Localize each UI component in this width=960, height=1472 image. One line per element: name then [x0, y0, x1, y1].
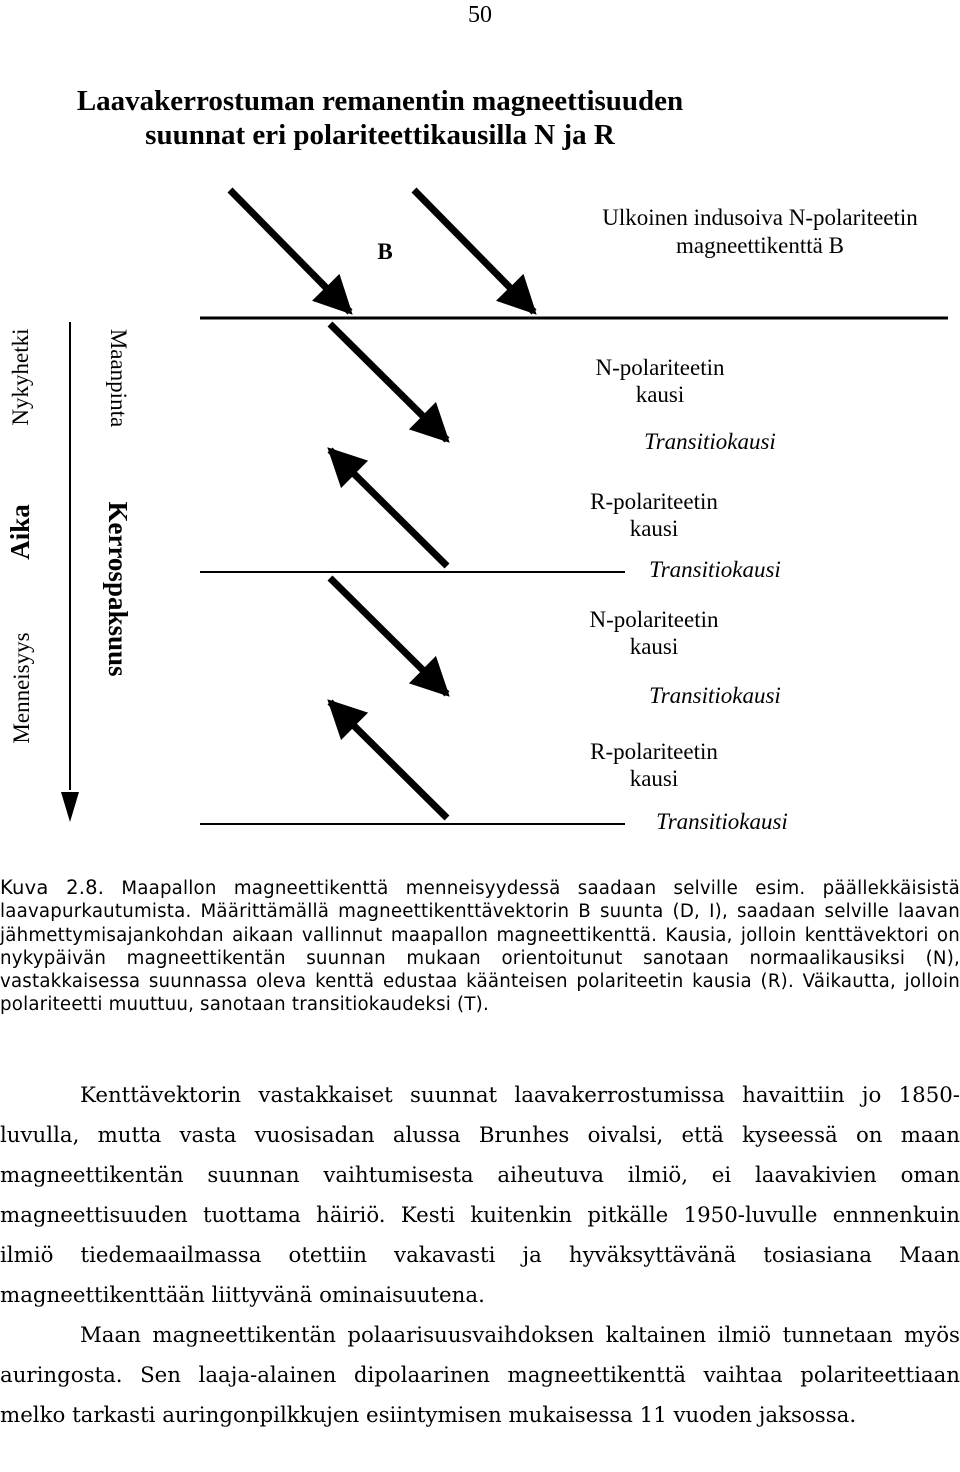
field-label — [540, 204, 960, 260]
layer-3-label — [554, 606, 754, 660]
diagram-title-line-1: Laavakerrostuman remanentin magneettisuuden — [76, 85, 684, 117]
layer-1-name-line-2: kausi — [635, 382, 685, 407]
field-arrow-right — [414, 190, 534, 312]
body-text — [0, 1076, 960, 1436]
layer-4-label — [554, 738, 754, 792]
time-axis-arrowhead — [61, 792, 79, 822]
diagram-title-line-2: suunnat eri polariteettikausilla N ja R — [145, 119, 615, 151]
layer-4-name-line-1: R-polariteetin — [590, 739, 718, 764]
layer-2-name-line-2: kausi — [629, 516, 679, 541]
layer-arrow-r-2 — [330, 702, 447, 818]
field-label-line-1: Ulkoinen indusoiva N-polariteetin — [602, 205, 918, 230]
layer-4-transition: Transitiokausi — [656, 809, 788, 834]
page-number: 50 — [468, 2, 492, 28]
layer-1-name-line-1: N-polariteetin — [595, 355, 725, 380]
layer-1-transition: Transitiokausi — [644, 429, 776, 454]
layer-3-name-line-2: kausi — [629, 634, 679, 659]
axis-thickness-title: Kerrospaksuus — [103, 501, 133, 677]
body-paragraph-1: Kenttävektorin vastakkaiset suunnat laavakerrostumissa havaittiin jo 1850-luvulla, mutta vasta vuosisadan alussa Brunhes oivalsi, että kyseessä on maan magneettikentän suunnan vaihtumisesta aiheutuva ilmiö, ei laavakivien oman magneettisuuden tuottama häiriö. Kesti kuitenkin pitkälle 1950-luvulle ennnenkuin ilmiö tiedemaailmassa otettiin vakavasti ja hyväksyttävänä tosiasiana Maan magneettikenttään liittyvänä ominaisuutena. — [0, 1083, 960, 1308]
field-label-line-2: magneettikenttä B — [676, 233, 844, 258]
layer-arrow-n-2 — [330, 578, 447, 694]
layer-arrow-r-1 — [330, 450, 447, 566]
axis-thickness-surface: Maanpinta — [106, 328, 131, 428]
layer-2-name-line-1: R-polariteetin — [590, 489, 718, 514]
layer-3-transition: Transitiokausi — [649, 683, 781, 708]
layer-4-name-line-2: kausi — [629, 766, 679, 791]
caption-label: Kuva 2.8. — [0, 876, 105, 899]
field-arrow-left — [230, 190, 350, 312]
axis-time-past: Menneisyys — [9, 632, 34, 744]
body-paragraph-2: Maan magneettikentän polaarisuusvaihdoksen kaltainen ilmiö tunnetaan myös auringosta. Sen laaja-alainen dipolaarinen magneettikenttä vaihtaa polariteettiaan melko tarkasti auringonpilkkujen esiintymisen mukaisessa 11 vuoden jaksossa. — [0, 1323, 960, 1428]
layer-2-label — [554, 488, 754, 542]
layer-3-name-line-1: N-polariteetin — [589, 607, 719, 632]
axis-time-title: Aika — [5, 504, 35, 560]
layer-2-transition: Transitiokausi — [649, 557, 781, 582]
axis-time-present: Nykyhetki — [8, 328, 33, 426]
caption-text: Maapallon magneettikenttä menneisyydessä saadaan selville esim. päällekkäisistä laavapurkautumista. Määrittämällä magneettikenttävektorin B suunta (D, I), saadaan selville laavan jähmettymisajankohdan aikaan vallinnut maapallon magneettikenttä. Kausia, jolloin kenttävektori on nykypäivän magneettikentän suunnan mukaan orientoitunut sanotaan normaalikausiksi (N), vastakkaisessa suunnassa oleva kenttä edustaa käänteisen polariteetin kausia (R). Väikautta, jolloin polariteetti muuttuu, sanotaan transitiokaudeksi (T). — [0, 878, 960, 1016]
b-label: B — [377, 239, 393, 264]
layer-arrow-n-1 — [330, 324, 447, 440]
layer-1-label — [560, 354, 760, 408]
figure-caption — [0, 876, 960, 1017]
